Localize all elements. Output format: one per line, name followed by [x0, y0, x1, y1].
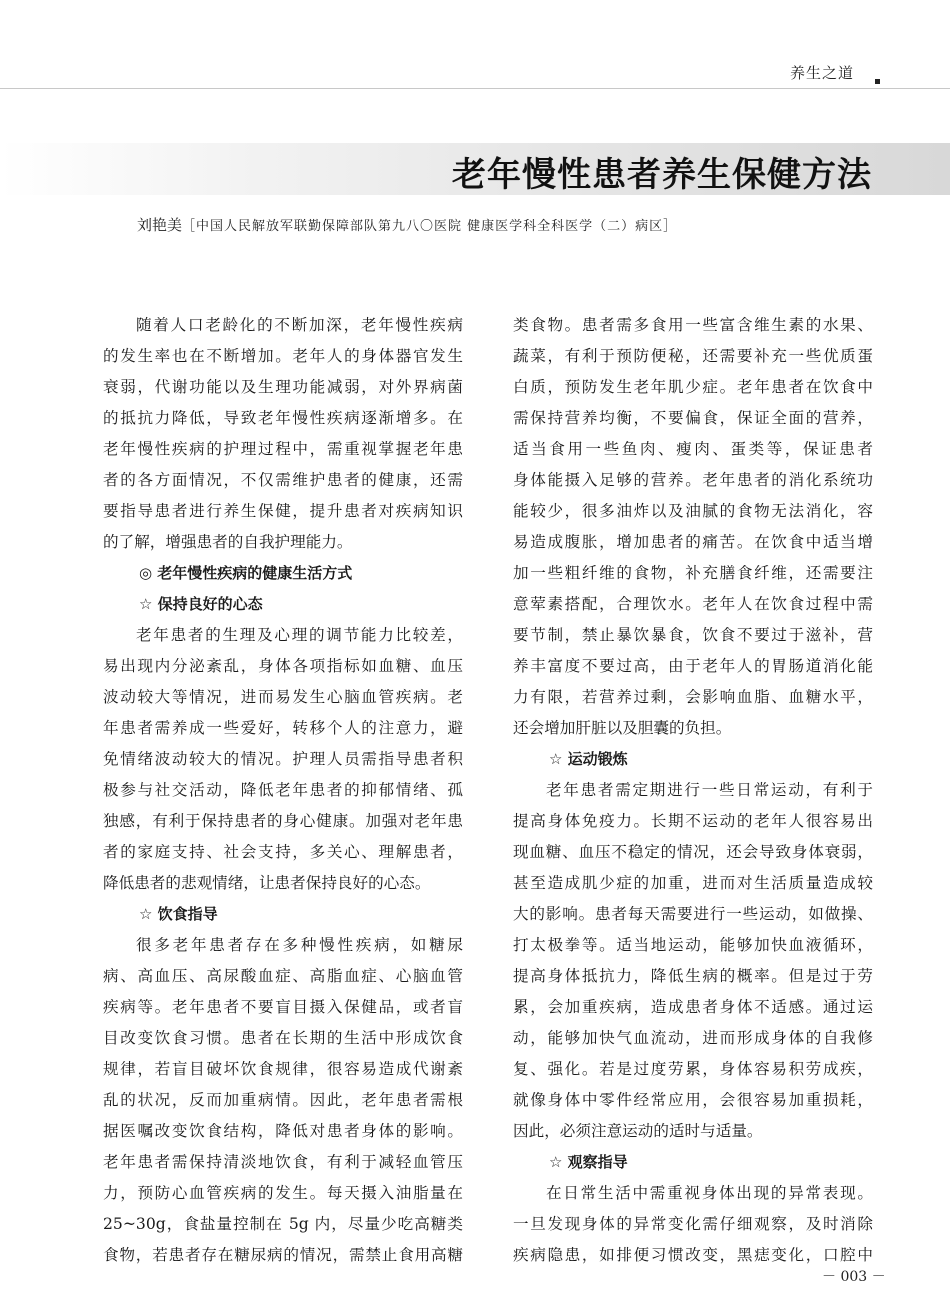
author-name: 刘艳美: [137, 216, 183, 234]
text-line: 的发生率也在不断增加。老年人的身体器官发生: [103, 347, 463, 365]
text-line: 就像身体中零件经常应用，会很容易加重损耗，: [513, 1091, 873, 1109]
text-line: 提高身体免疫力。长期不运动的老年人很容易出: [513, 812, 873, 830]
text-line: 因此，必须注意运动的适时与适量。: [513, 1122, 763, 1140]
text-line: 打太极拳等。适当地运动，能够加快血液循环，: [513, 936, 873, 954]
byline: [137, 214, 677, 235]
text-line: 据医嘱改变饮食结构，降低对患者身体的影响。: [103, 1122, 463, 1140]
text-line: 需保持营养均衡，不要偏食，保证全面的营养，: [513, 409, 873, 427]
text-line: 身体能摄入足够的营养。老年患者的消化系统功: [513, 471, 873, 489]
text-line: 老年慢性疾病的护理过程中，需重视掌握老年患: [103, 440, 463, 458]
text-line: 免情绪波动较大的情况。护理人员需指导患者积: [103, 750, 463, 768]
text-line: 随着人口老龄化的不断加深，老年慢性疾病: [136, 316, 463, 334]
text-line: 力有限，若营养过剩，会影响血脂、血糖水平，: [513, 688, 873, 706]
text-line: 复、强化。若是过度劳累，身体容易积劳成疾，: [513, 1060, 873, 1078]
text-line: 乱的状况，反而加重病情。因此，老年患者需根: [103, 1091, 463, 1109]
left-column: [103, 310, 463, 1271]
text-line: 在日常生活中需重视身体出现的异常表现。: [546, 1184, 873, 1202]
text-line: 病、高血压、高尿酸血症、高脂血症、心脑血管: [103, 967, 463, 985]
subsection-heading: ☆ 运动锻炼: [549, 750, 628, 768]
section-label: 养生之道: [790, 64, 855, 82]
subsection-heading: ☆ 饮食指导: [139, 905, 218, 923]
text-line: 养丰富度不要过高，由于老年人的胃肠道消化能: [513, 657, 873, 675]
text-line: 年患者需养成一些爱好，转移个人的注意力，避: [103, 719, 463, 737]
text-line: 一旦发现身体的异常变化需仔细观察，及时消除: [513, 1215, 873, 1233]
text-line: 老年患者的生理及心理的调节能力比较差，: [136, 626, 463, 644]
text-line: 加一些粗纤维的食物，补充膳食纤维，还需要注: [513, 564, 873, 582]
text-line: 极参与社交活动，降低老年患者的抑郁情绪、孤: [103, 781, 463, 799]
text-line: 波动较大等情况，进而易发生心脑血管疾病。老: [103, 688, 463, 706]
text-line: 老年患者需定期进行一些日常运动，有利于: [546, 781, 873, 799]
text-line: 疾病隐患，如排便习惯改变，黑痣变化，口腔中: [513, 1246, 873, 1264]
article-title: 老年慢性患者养生保健方法: [452, 155, 872, 195]
text-line: 的抵抗力降低，导致老年慢性疾病逐渐增多。在: [103, 409, 463, 427]
text-line: 力，预防心血管疾病的发生。每天摄入油脂量在: [103, 1184, 463, 1202]
text-line: 易出现内分泌紊乱，身体各项指标如血糖、血压: [103, 657, 463, 675]
section-marker: [875, 79, 880, 84]
text-line: 规律，若盲目破坏饮食规律，很容易造成代谢紊: [103, 1060, 463, 1078]
right-column: [513, 310, 873, 1271]
text-line: 类食物。患者需多食用一些富含维生素的水果、: [513, 316, 873, 334]
text-line: 很多老年患者存在多种慢性疾病，如糖尿: [136, 936, 463, 954]
subsection-heading: ☆ 保持良好的心态: [139, 595, 263, 613]
text-line: 白质，预防发生老年肌少症。老年患者在饮食中: [513, 378, 873, 396]
text-line: 提高身体抵抗力，降低生病的概率。但是过于劳: [513, 967, 873, 985]
text-line: 的了解，增强患者的自我护理能力。: [103, 533, 353, 551]
text-line: 降低患者的悲观情绪，让患者保持良好的心态。: [103, 874, 431, 892]
text-line: 大的影响。患者每天需要进行一些运动，如做操、: [513, 905, 873, 923]
header-divider: [0, 88, 950, 89]
text-line: 要节制，禁止暴饮暴食，饮食不要过于滋补，营: [513, 626, 873, 644]
text-line: 疾病等。老年患者不要盲目摄入保健品，或者盲: [103, 998, 463, 1016]
text-line: 蔬菜，有利于预防便秘，还需要补充一些优质蛋: [513, 347, 873, 365]
text-line: 衰弱，代谢功能以及生理功能减弱，对外界病菌: [103, 378, 463, 396]
text-line: 能较少，很多油炸以及油腻的食物无法消化，容: [513, 502, 873, 520]
text-line: 食物，若患者存在糖尿病的情况，需禁止食用高糖: [103, 1246, 463, 1264]
text-line: 老年患者需保持清淡地饮食，有利于减轻血管压: [103, 1153, 463, 1171]
text-line: 要指导患者进行养生保健，提升患者对疾病知识: [103, 502, 463, 520]
text-line: 易造成腹胀，增加患者的痛苦。在饮食中适当增: [513, 533, 873, 551]
text-line: 25~30g，食盐量控制在 5g 内，尽量少吃高糖类: [103, 1215, 463, 1233]
page-number: － 003 －: [822, 1269, 886, 1285]
text-line: 甚至造成肌少症的加重，进而对生活质量造成较: [513, 874, 873, 892]
text-line: 适当食用一些鱼肉、瘦肉、蛋类等，保证患者: [513, 440, 873, 458]
text-line: 还会增加肝脏以及胆囊的负担。: [513, 719, 732, 737]
subsection-heading: ☆ 观察指导: [549, 1153, 628, 1171]
text-line: 者的各方面情况，不仅需维护患者的健康，还需: [103, 471, 463, 489]
text-line: 意荤素搭配，合理饮水。老年人在饮食过程中需: [513, 595, 873, 613]
text-line: 独感，有利于保持患者的身心健康。加强对老年患: [103, 812, 463, 830]
text-line: 者的家庭支持、社会支持，多关心、理解患者，: [103, 843, 463, 861]
text-line: 动，能够加快气血流动，进而形成身体的自我修: [513, 1029, 873, 1047]
text-line: 现血糖、血压不稳定的情况，还会导致身体衰弱，: [513, 843, 873, 861]
text-line: 目改变饮食习惯。患者在长期的生活中形成饮食: [103, 1029, 463, 1047]
section-heading: ◎ 老年慢性疾病的健康生活方式: [139, 564, 353, 582]
text-line: 累，会加重疾病，造成患者身体不适感。通过运: [513, 998, 873, 1016]
author-affiliation: ［中国人民解放军联勤保障部队第九八〇医院 健康医学科全科医学（二）病区］: [182, 219, 678, 234]
